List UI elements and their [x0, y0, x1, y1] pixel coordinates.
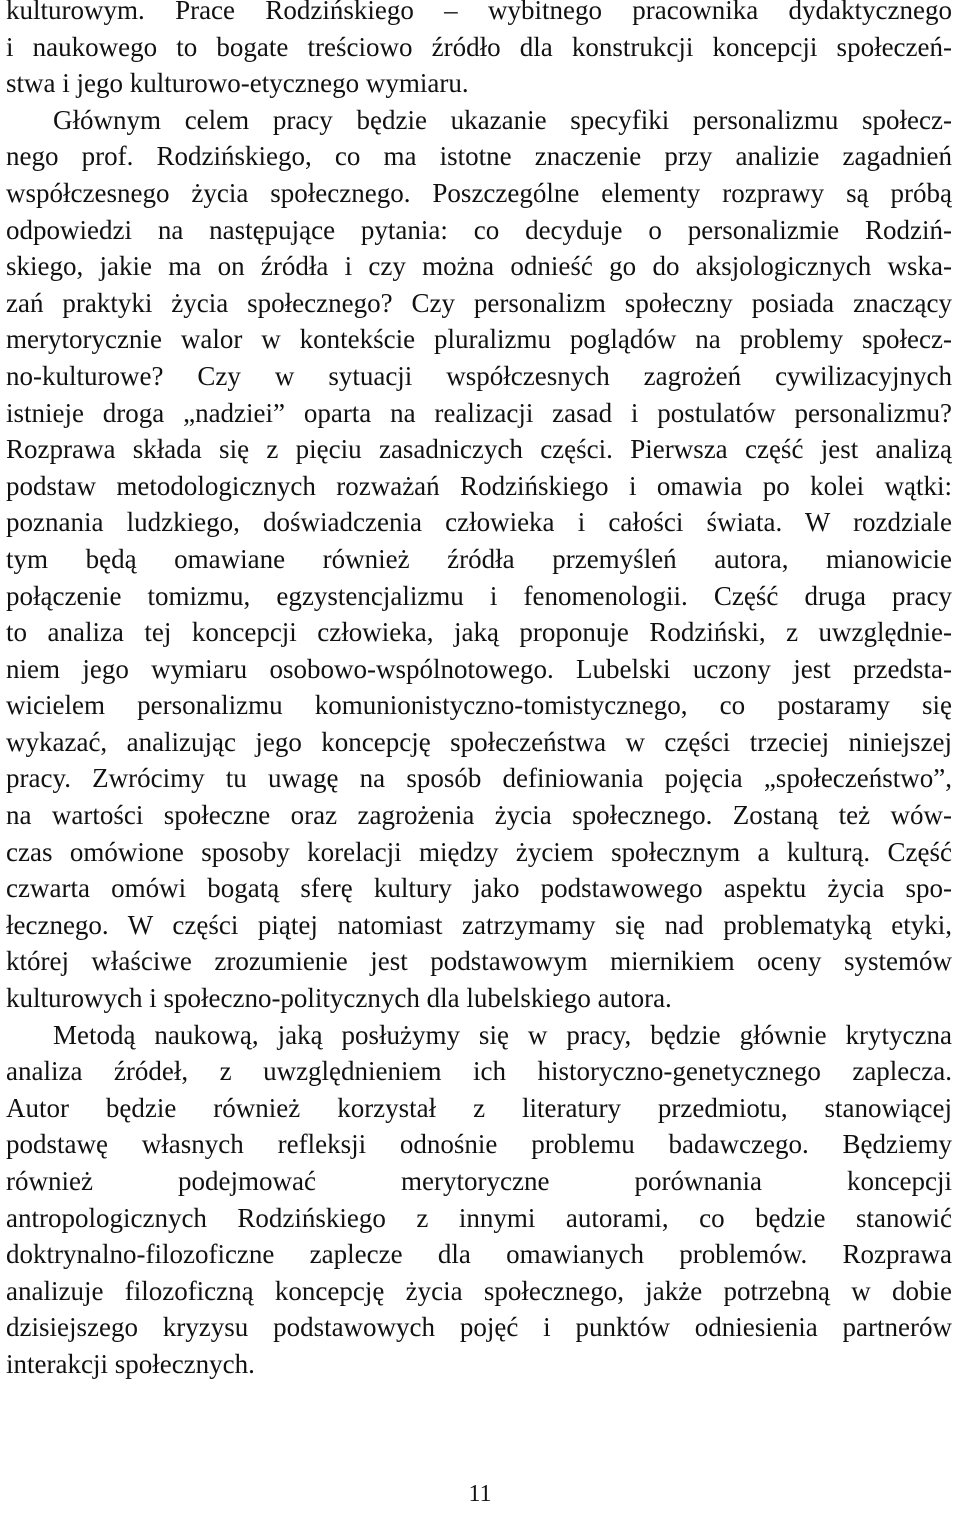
text-line: interakcji społecznych.: [6, 1348, 255, 1379]
text-line: merytorycznie walor w kontekście pluralizmu poglądów na problemy społecz-: [6, 324, 952, 355]
text-line: odpowiedzi na następujące pytania: co decyduje o personalizmie Rodziń-: [6, 214, 952, 245]
text-line: poznania ludzkiego, doświadczenia człowieka i całości świata. W rozdziale: [6, 507, 952, 538]
text-line: istnieje droga „nadziei” oparta na realizacji zasad i postulatów personalizmu?: [6, 397, 952, 428]
text-line: Głównym celem pracy będzie ukazanie specyfiki personalizmu społecz-: [53, 104, 952, 135]
text-line: skiego, jakie ma on źródła i czy można odnieść go do aksjologicznych wska-: [6, 251, 952, 282]
text-line: analiza źródeł, z uwzględnieniem ich historyczno-genetycznego zaplecza.: [6, 1056, 952, 1087]
text-line: której właściwe zrozumienie jest podstawowym miernikiem oceny systemów: [6, 946, 952, 977]
text-line: stwa i jego kulturowo-etycznego wymiaru.: [6, 68, 469, 99]
text-line: niem jego wymiaru osobowo-wspólnotowego. Lubelski uczony jest przedsta-: [6, 653, 952, 684]
text-line: łecznego. W części piątej natomiast zatrzymamy się nad problematyką etyki,: [6, 909, 952, 940]
text-line: dzisiejszego kryzysu podstawowych pojęć i punktów odniesienia partnerów: [6, 1312, 952, 1343]
paragraph: [6, 1017, 952, 1383]
text-line: podstaw metodologicznych rozważań Rodzińskiego i omawia po kolei wątki:: [6, 470, 952, 501]
text-line: również podejmować merytoryczne porównania koncepcji: [6, 1166, 952, 1196]
text-line: doktrynalno-filozoficzne zaplecze dla omawianych problemów. Rozprawa: [6, 1239, 952, 1270]
text-line: Metodą naukową, jaką posłużymy się w pracy, będzie głównie krytyczna: [53, 1019, 952, 1050]
text-line: tym będą omawiane również źródła przemyśleń autora, mianowicie: [6, 543, 952, 574]
text-line: połączenie tomizmu, egzystencjalizmu i fenomenologii. Część druga pracy: [6, 580, 952, 611]
text-line: analizuje filozoficzną koncepcję życia społecznego, jakże potrzebną w dobie: [6, 1275, 952, 1306]
text-line: Rozprawa składa się z pięciu zasadniczych części. Pierwsza część jest analizą: [6, 434, 952, 465]
text-line: na wartości społeczne oraz zagrożenia życia społecznego. Zostaną też wów-: [6, 800, 952, 831]
text-line: wicielem personalizmu komunionistyczno-tomistycznego, co postaramy się: [6, 690, 952, 721]
text-line: podstawę własnych refleksji odnośnie problemu badawczego. Będziemy: [6, 1129, 952, 1160]
text-line: to analiza tej koncepcji człowieka, jaką proponuje Rodziński, z uwzględnie-: [6, 617, 952, 648]
text-line: wykazać, analizując jego koncepcję społeczeństwa w części trzeciej niniejszej: [6, 726, 952, 757]
paragraph: [6, 102, 952, 1017]
text-line: antropologicznych Rodzińskiego z innymi autorami, co będzie stanowić: [6, 1202, 952, 1233]
text-line: współczesnego życia społecznego. Poszczególne elementy rozprawy są próbą: [6, 177, 952, 208]
text-line: Autor będzie również korzystał z literatury przedmiotu, stanowiącej: [6, 1092, 952, 1123]
body-text: [6, 0, 952, 1383]
text-line: no-kulturowe? Czy w sytuacji współczesnych zagrożeń cywilizacyjnych: [6, 360, 952, 391]
text-line: czas omówione sposoby korelacji między życiem społecznym a kulturą. Część: [6, 836, 952, 867]
text-line: czwarta omówi bogatą sferę kultury jako podstawowego aspektu życia spo-: [6, 873, 952, 904]
text-line: i naukowego to bogate treściowo źródło dla konstrukcji koncepcji społeczeń-: [6, 31, 952, 62]
text-line: pracy. Zwrócimy tu uwagę na sposób definiowania pojęcia „społeczeństwo”,: [6, 763, 952, 794]
text-line: nego prof. Rodzińskiego, co ma istotne znaczenie przy analizie zagadnień: [6, 141, 952, 172]
text-line: zań praktyki życia społecznego? Czy personalizm społeczny posiada znaczący: [6, 287, 952, 318]
paragraph: [6, 0, 952, 102]
text-line: kulturowych i społeczno-politycznych dla lubelskiego autora.: [6, 983, 672, 1014]
text-line: kulturowym. Prace Rodzińskiego – wybitnego pracownika dydaktycznego: [6, 0, 952, 25]
page-number: 11: [468, 1481, 492, 1507]
